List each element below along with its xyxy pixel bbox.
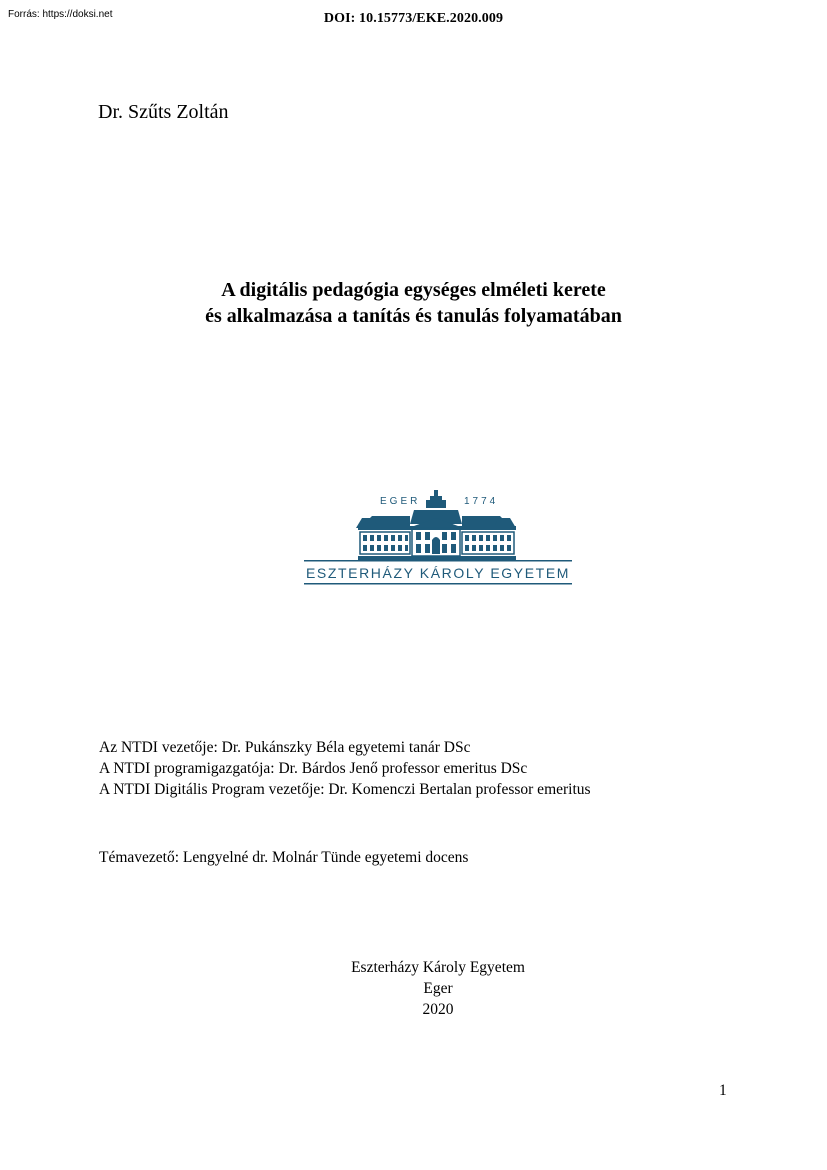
logo-university-name: ESZTERHÁZY KÁROLY EGYETEM: [305, 565, 571, 581]
publisher-block: [290, 957, 586, 1020]
logo-year-text: 1774: [464, 496, 499, 507]
page-number: 1: [719, 1082, 727, 1099]
thesis-title-line-1: A digitális pedagógia egységes elméleti kerete: [221, 279, 606, 301]
source-label: Forrás: https://doksi.net: [8, 9, 113, 20]
publisher-year: 2020: [422, 1001, 454, 1018]
credit-line: A NTDI programigazgatója: Dr. Bárdos Jenő professor emeritus DSc: [99, 760, 528, 777]
doi-header: DOI: 10.15773/EKE.2020.009: [323, 11, 504, 26]
publisher-city: Eger: [423, 980, 453, 997]
thesis-title: [0, 277, 827, 329]
logo-eger-text: EGER: [380, 496, 421, 507]
supervisor-line: Témavezető: Lengyelné dr. Molnár Tünde egyetemi docens: [99, 849, 469, 866]
university-logo: [302, 488, 574, 586]
credit-line: A NTDI Digitális Program vezetője: Dr. Komenczi Bertalan professor emeritus: [99, 781, 591, 798]
credit-line: Az NTDI vezetője: Dr. Pukánszky Béla egyetemi tanár DSc: [99, 739, 471, 756]
thesis-title-line-2: és alkalmazása a tanítás és tanulás folyamatában: [205, 305, 622, 327]
author-name: Dr. Szűts Zoltán: [98, 101, 229, 123]
publisher-institution: Eszterházy Károly Egyetem: [351, 959, 525, 976]
program-credits: [99, 737, 591, 800]
